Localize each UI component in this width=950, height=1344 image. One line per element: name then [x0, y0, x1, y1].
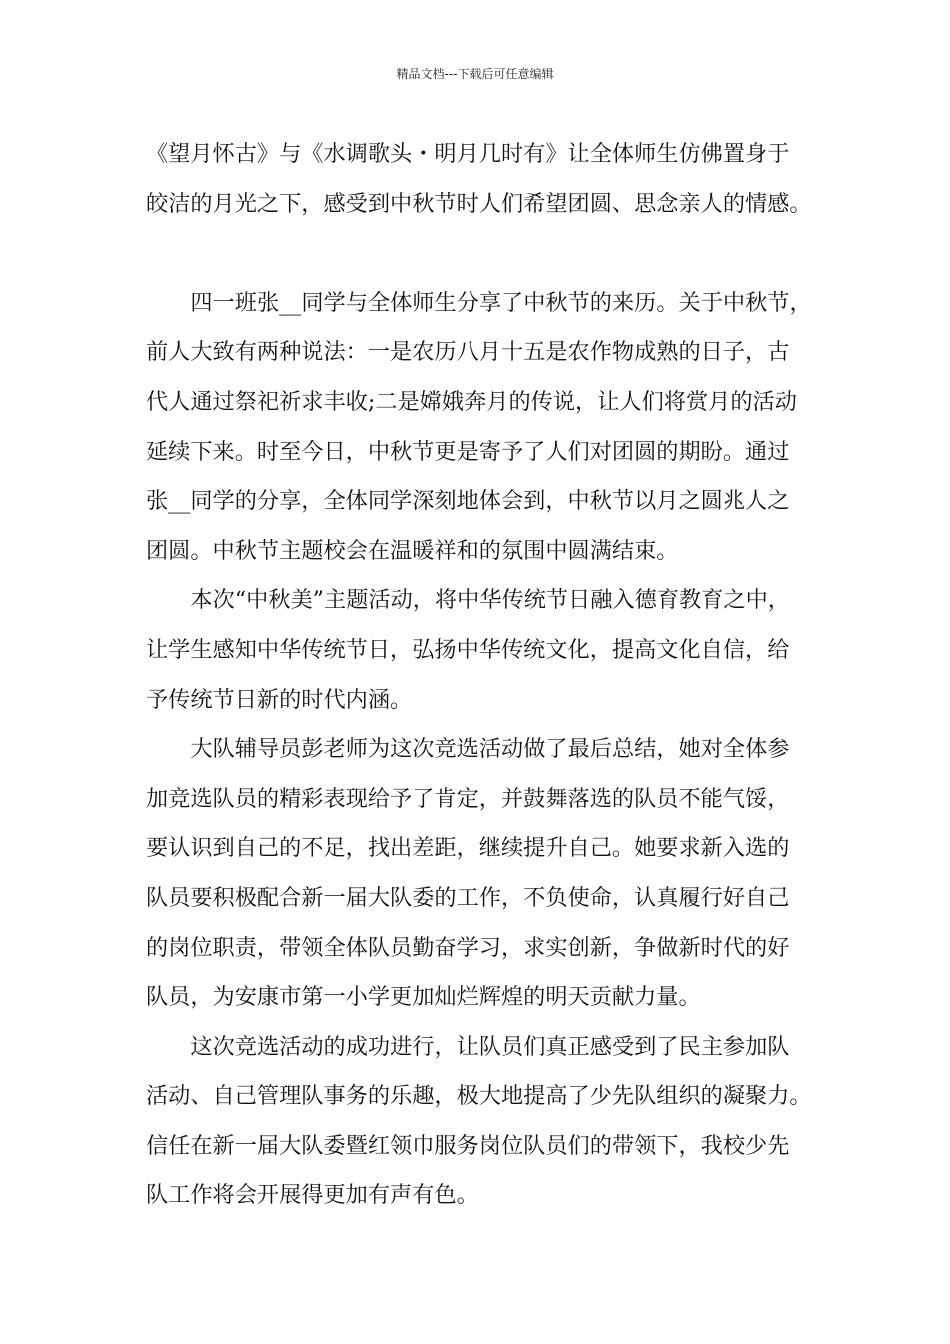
text-line: 四一班张__同学与全体师生分享了中秋节的来历。关于中秋节， [190, 289, 812, 316]
text-line: 团圆。中秋节主题校会在温暖祥和的氛围中圆满结束。 [146, 537, 679, 564]
text-line: 让学生感知中华传统节日，弘扬中华传统文化，提高文化自信，给 [146, 636, 790, 663]
text-line: 的岗位职责，带领全体队员勤奋学习，求实创新，争做新时代的好 [146, 934, 790, 961]
text-line: 队员，为安康市第一小学更加灿烂辉煌的明天贡献力量。 [146, 984, 701, 1011]
paragraph [146, 725, 814, 1023]
text-line: 加竞选队员的精彩表现给予了肯定，并鼓舞落选的队员不能气馁， [146, 785, 790, 812]
document-body [146, 130, 814, 1221]
text-line: 本次“中秋美”主题活动，将中华传统节日融入德育教育之中， [190, 587, 790, 614]
text-line: 这次竞选活动的成功进行，让队员们真正感受到了民主参加队 [190, 1033, 790, 1060]
text-line: 予传统节日新的时代内涵。 [146, 686, 413, 713]
text-line: 张__同学的分享，全体同学深刻地体会到，中秋节以月之圆兆人之 [146, 488, 790, 515]
text-line: 大队辅导员彭老师为这次竞选活动做了最后总结，她对全体参 [190, 736, 790, 763]
text-line: 要认识到自己的不足，找出差距，继续提升自己。她要求新入选的 [146, 835, 790, 862]
text-line: 前人大致有两种说法：一是农历八月十五是农作物成熟的日子，古 [146, 339, 790, 366]
text-line: 活动、自己管理队事务的乐趣，极大地提高了少先队组织的凝聚力。 [146, 1083, 812, 1110]
paragraph [146, 279, 814, 577]
text-line: 队工作将会开展得更加有声有色。 [146, 1182, 479, 1209]
text-line: 信任在新一届大队委暨红领巾服务岗位队员们的带领下，我校少先 [146, 1132, 790, 1159]
text-line: 《望月怀古》与《水调歌头・明月几时有》让全体师生仿佛置身于 [146, 141, 790, 167]
text-line: 队员要积极配合新一届大队委的工作，不负使命，认真履行好自己 [146, 884, 790, 911]
text-line: 延续下来。时至今日，中秋节更是寄予了人们对团圆的期盼。通过 [146, 438, 790, 465]
paragraph [146, 130, 814, 229]
paragraph [146, 1023, 814, 1221]
page-header: 精品文档---下载后可任意编辑 [396, 67, 554, 81]
paragraph-gap [146, 229, 814, 279]
paragraph [146, 576, 814, 725]
text-line: 代人通过祭祀祈求丰收;二是嫦娥奔月的传说，让人们将赏月的活动 [146, 388, 797, 415]
text-line: 皎洁的月光之下，感受到中秋节时人们希望团圆、思念亲人的情感。 [146, 190, 812, 217]
